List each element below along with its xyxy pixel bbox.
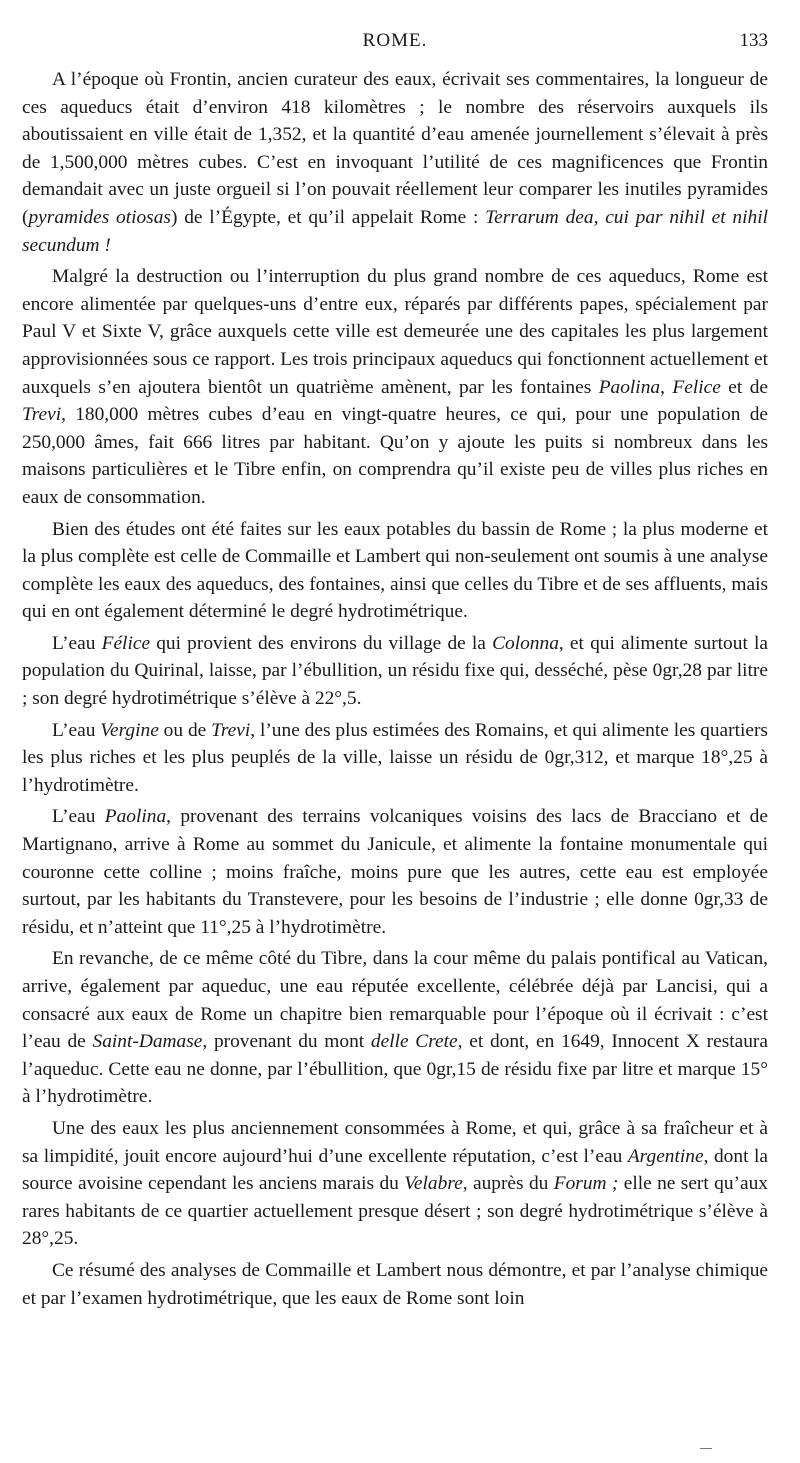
italic-text: Argentine xyxy=(627,1145,704,1167)
text-run: L’eau xyxy=(52,632,102,654)
body-text xyxy=(22,66,768,1312)
text-run: Bien des études ont été faites sur les eaux potables du bassin de Rome ; la plus moderne et la plus complète est celle de Commaille et Lambert qui non-seulement ont soumis à une analyse complète les eaux des aqueducs, des fontaines, ainsi que celles du Tibre et de ses affluents, mais qui en ont également déterminé le degré hydrotimétrique. xyxy=(22,518,768,623)
italic-text: Félice xyxy=(101,632,151,654)
text-run: qui provient des environs du village de la xyxy=(150,632,493,654)
text-run: L’eau xyxy=(52,719,101,741)
paragraph xyxy=(22,66,768,259)
text-run: Ce résumé des analyses de Commaille et Lambert nous démontre, et par l’analyse chimique et par l’examen hydrotimétrique, que les eaux de Rome sont loin xyxy=(22,1259,768,1309)
page-number: 133 xyxy=(739,30,768,51)
text-run: , xyxy=(660,376,673,398)
paragraph xyxy=(22,263,768,511)
italic-text: Paolina xyxy=(104,806,167,828)
text-run: En revanche, de ce même côté du Tibre, dans la cour même du palais pontifical au Vatican, arrive, également par aqueduc, une eau réputée excellente, célébrée déjà par Lancisi, qui a consacré aux eaux de Rome un chapitre bien remarquable pour l’époque où il écrivait : c’est l’eau de xyxy=(22,948,768,1053)
italic-text: Saint-Damase xyxy=(92,1031,203,1053)
text-run: L’eau xyxy=(52,806,105,828)
text-run: , et dont, en 1649, Innocent X restaura l’aqueduc. Cette eau ne donne, par l’ébullition, que 0gr,15 de résidu fixe par litre et marque 15° à l’hydrotimètre. xyxy=(22,1031,768,1108)
italic-text: Vergine xyxy=(100,719,159,741)
text-run: ou de xyxy=(158,719,212,741)
text-run: , auprès du xyxy=(462,1173,554,1195)
text-run: Malgré la destruction ou l’interruption du plus grand nombre de ces aqueducs, Rome est encore alimentée par quelques-uns d’entre eux, réparés par différents papes, spécialement par Paul V et Sixte V, grâce auxquels cette ville est demeurée une des capitales les plus largement approvisionnées sous ce rapport. Les trois principaux aqueducs qui fonctionnent actuellement et auxquels s’en ajoutera bientôt un quatrième amènent, par les fontaines xyxy=(22,266,768,398)
italic-text: Terrarum dea, cui par nihil et nihil secundum ! xyxy=(22,206,768,256)
italic-text: delle Crete xyxy=(370,1031,458,1053)
text-run: Une des eaux les plus anciennement consommées à Rome, et qui, grâce à sa fraîcheur et à sa limpidité, jouit encore aujourd’hui d’une excellente réputation, c’est l’eau xyxy=(22,1117,768,1167)
italic-text: Forum ; xyxy=(553,1173,619,1195)
paragraph xyxy=(22,1115,768,1253)
italic-text: Trevi xyxy=(22,404,62,426)
text-run: A l’époque où Frontin, ancien curateur des eaux, écrivait ses commentaires, la longueur de ces aqueducs était d’environ 418 kilomètres ; le nombre des réservoirs auxquels ils aboutissaient en ville était de 1,352, et la quantité d’eau amenée journellement s’élevait à près de 1,500,000 mètres cubes. C’est en invoquant l’utilité de ces magnificences que Frontin demandait avec un juste orgueil si l’on pouvait réellement leur comparer les inutiles pyramides ( xyxy=(22,69,768,228)
italic-text: Colonna xyxy=(492,632,559,654)
italic-text: Velabre xyxy=(404,1173,463,1195)
text-run: , 180,000 mètres cubes d’eau en vingt-quatre heures, ce qui, pour une population de 250,000 âmes, fait 666 litres par habitant. Qu’on y ajoute les puits si nombreux dans les maisons particulières et le Tibre enfin, on comprendra qu’il existe peu de villes plus riches en eaux de consommation. xyxy=(22,404,768,508)
running-title: ROME. xyxy=(362,30,428,51)
text-run: , l’une des plus estimées des Romains, et qui alimente les quartiers les plus riches et les plus peuplés de la ville, laisse un résidu de 0gr,312, et marque 18°,25 à l’hydrotimètre. xyxy=(22,719,768,796)
page-header xyxy=(22,26,768,56)
text-run: , provenant des terrains volcaniques voisins des lacs de Bracciano et de Martignano, arrive à Rome au sommet du Janicule, et alimente la fontaine monumentale qui couronne cette colline ; moins fraîche, moins pure que les autres, cette eau est employée surtout, par les habitants du Transtevere, pour les besoins de l’industrie ; elle donne 0gr,33 de résidu, et n’atteint que 11°,25 à l’hydrotimètre. xyxy=(22,806,768,938)
italic-text: pyramides otiosas xyxy=(28,206,171,228)
text-run: ) de l’Égypte, et qu’il appelait Rome : xyxy=(170,206,486,228)
paragraph xyxy=(22,717,768,800)
text-run: et de xyxy=(720,376,768,398)
text-run: , dont la source avoisine cependant les anciens marais du xyxy=(22,1145,769,1195)
text-run: elle ne sert qu’aux rares habitants de ce quartier actuellement presque désert ; son degré hydrotimétrique s’élève à 28°,25. xyxy=(22,1173,769,1250)
italic-text: Felice xyxy=(672,376,721,398)
paragraph xyxy=(22,803,768,941)
italic-text: Paolina xyxy=(598,376,661,398)
paragraph xyxy=(22,630,768,713)
paragraph xyxy=(22,945,768,1111)
italic-text: Trevi xyxy=(211,719,251,741)
print-mark xyxy=(700,1448,712,1449)
paragraph xyxy=(22,1257,768,1312)
paragraph xyxy=(22,516,768,626)
text-run: , provenant du mont xyxy=(202,1031,371,1053)
text-run: , et qui alimente surtout la population du Quirinal, laisse, par l’ébullition, un résidu fixe qui, desséché, pèse 0gr,28 par litre ; son degré hydrotimétrique s’élève à 22°,5. xyxy=(22,632,769,710)
